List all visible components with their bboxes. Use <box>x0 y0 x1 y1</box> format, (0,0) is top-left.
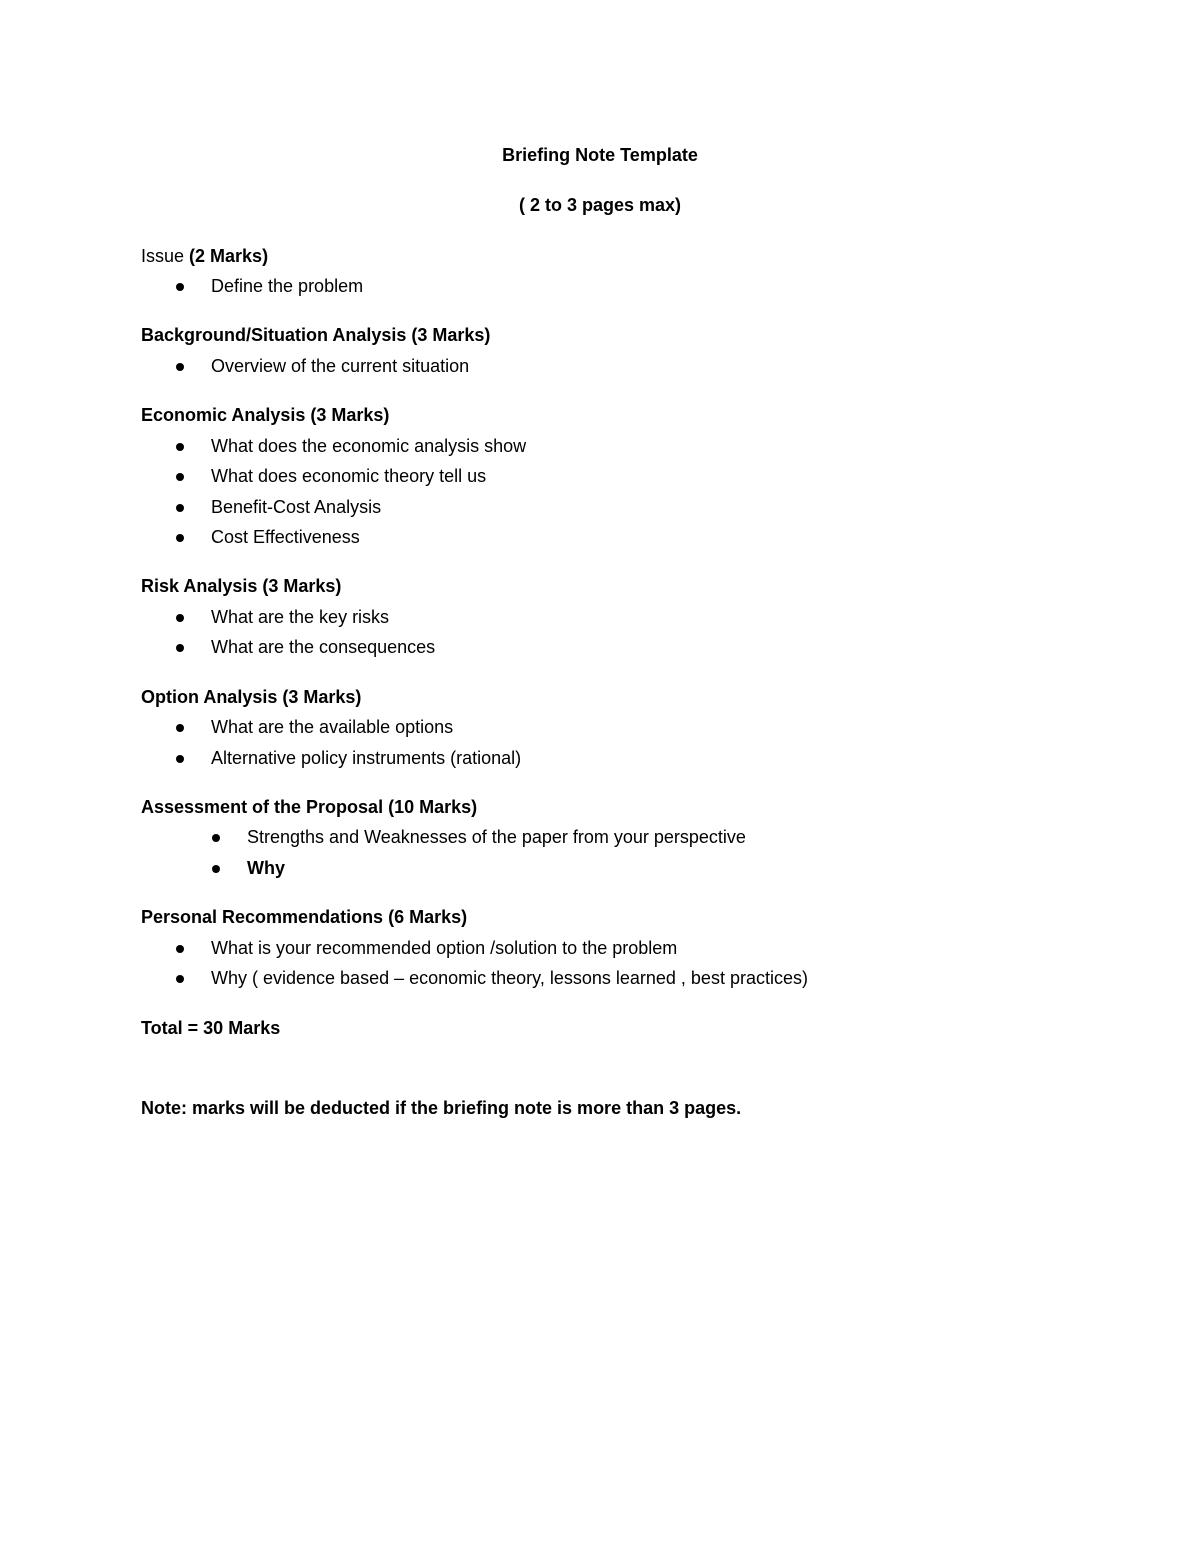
bullet-icon <box>176 283 184 291</box>
document-title: Briefing Note Template <box>502 145 698 165</box>
bullet-icon <box>176 534 184 542</box>
list-item: Cost Effectiveness <box>211 527 360 547</box>
list-item: What is your recommended option /solution to the problem <box>211 938 678 958</box>
bullet-icon <box>176 945 184 953</box>
list-item: Strengths and Weaknesses of the paper from your perspective <box>247 827 746 847</box>
bullet-icon <box>176 363 184 371</box>
bullet-icon <box>176 614 184 622</box>
footnote: Note: marks will be deducted if the briefing note is more than 3 pages. <box>141 1098 742 1118</box>
bullet-icon <box>212 865 220 873</box>
bullet-icon <box>212 834 220 842</box>
section-heading-issue-label: Issue <box>141 246 190 266</box>
list-item: What does the economic analysis show <box>211 436 527 456</box>
list-item: Why <box>247 858 285 878</box>
bullet-icon <box>176 644 184 652</box>
section-heading-issue <box>141 246 268 267</box>
section-heading-issue-marks: (2 Marks) <box>189 246 269 266</box>
bullet-icon <box>176 443 184 451</box>
section-heading-assessment: Assessment of the Proposal (10 Marks) <box>141 797 478 817</box>
bullet-icon <box>176 504 184 512</box>
list-item: Define the problem <box>211 276 364 296</box>
list-item: Why ( evidence based – economic theory, lessons learned , best practices) <box>211 968 808 988</box>
list-item: What does economic theory tell us <box>211 466 487 486</box>
list-item: What are the consequences <box>211 637 436 657</box>
document-subtitle: ( 2 to 3 pages max) <box>518 195 682 215</box>
bullet-icon <box>176 755 184 763</box>
bullet-icon <box>176 975 184 983</box>
bullet-icon <box>176 724 184 732</box>
section-heading-background: Background/Situation Analysis (3 Marks) <box>141 325 491 345</box>
section-heading-recommendations: Personal Recommendations (6 Marks) <box>141 907 468 927</box>
bullet-icon <box>176 473 184 481</box>
section-heading-risk-analysis: Risk Analysis (3 Marks) <box>141 576 342 596</box>
total-marks: Total = 30 Marks <box>141 1018 281 1038</box>
section-heading-option-analysis: Option Analysis (3 Marks) <box>141 687 362 707</box>
section-heading-economic-analysis: Economic Analysis (3 Marks) <box>141 405 390 425</box>
list-item: What are the available options <box>211 717 454 737</box>
list-item: What are the key risks <box>211 607 390 627</box>
list-item: Alternative policy instruments (rational) <box>211 748 522 768</box>
list-item: Benefit-Cost Analysis <box>211 497 382 517</box>
list-item: Overview of the current situation <box>211 356 470 376</box>
